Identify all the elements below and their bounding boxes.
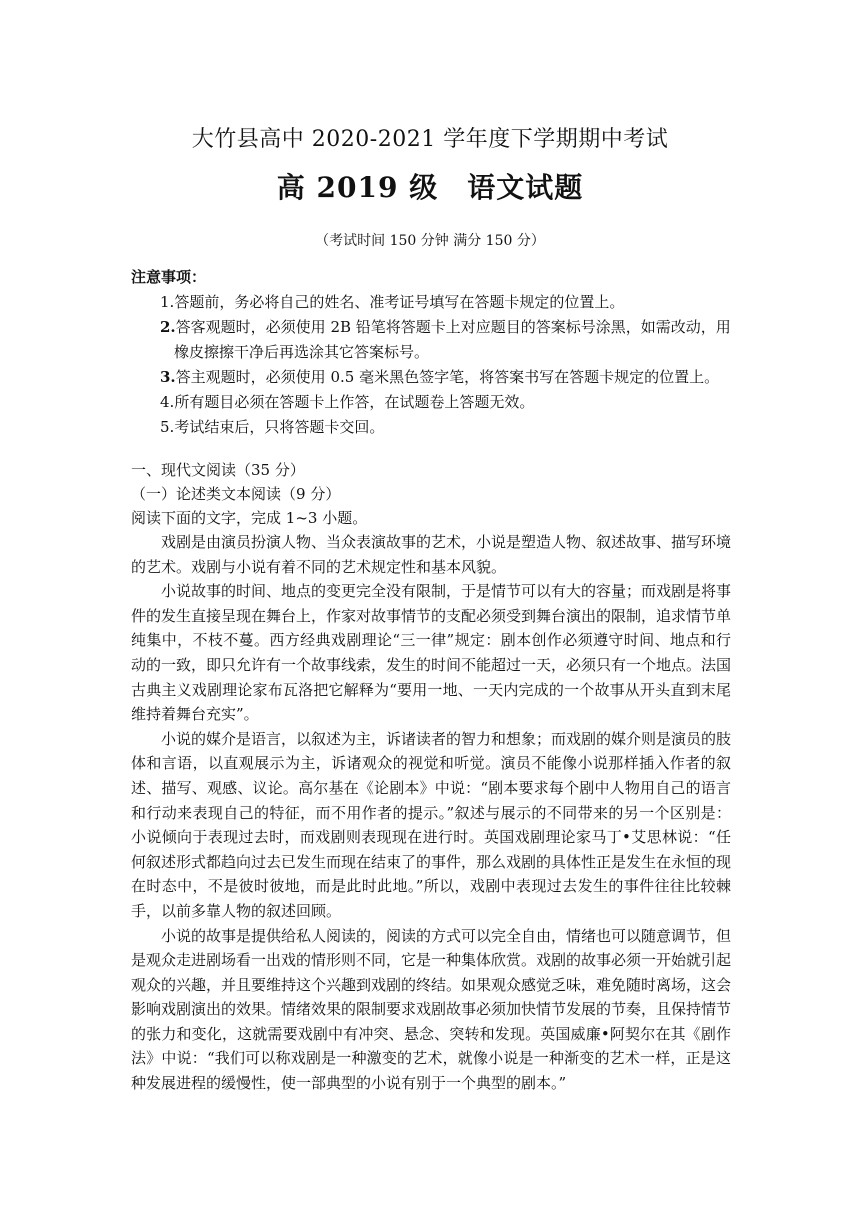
notice-text: 所有题目必须在答题卡上作答，在试题卷上答题无效。	[174, 393, 535, 411]
notice-item	[160, 290, 740, 315]
notice-text: 答题前，务必将自己的姓名、准考证号填写在答题卡规定的位置上。	[174, 293, 625, 311]
notice-number: 4.	[160, 393, 175, 411]
notice-item-continuation	[160, 340, 740, 365]
notice-item	[160, 365, 740, 390]
notice-text: 橡皮擦擦干净后再选涂其它答案标号。	[174, 343, 430, 361]
notice-number: 5.	[160, 418, 175, 436]
exam-title: 大竹县高中 2020-2021 学年度下学期期中考试	[191, 127, 669, 152]
notice-text: 答客观题时，必须使用 2B 铅笔将答题卡上对应题目的答案标号涂黑，如需改动，用	[175, 318, 731, 336]
notice-list	[160, 290, 740, 440]
reading-passage	[131, 530, 731, 1096]
notice-text: 考试结束后，只将答题卡交回。	[174, 418, 385, 436]
section-heading: 一、现代文阅读（35 分）	[131, 461, 305, 479]
exam-time-info: （考试时间 150 分钟 满分 150 分）	[315, 233, 545, 249]
notice-item	[160, 315, 740, 340]
reading-instruction: 阅读下面的文字，完成 1~3 小题。	[131, 509, 368, 527]
passage-paragraph: 小说故事的时间、地点的变更完全没有限制，于是情节可以有大的容量；而戏剧是将事件的发生直接呈现在舞台上，作家对故事情节的支配必须受到舞台演出的限制，追求情节单纯集中，不枝不蔓。西方经典戏剧理论“三一律”规定：剧本创作必须遵守时间、地点和行动的一致，即只允许有一个故事线索，发生的时间不能超过一天，必须只有一个地点。法国古典主义戏剧理论家布瓦洛把它解释为“要用一地、一天内完成的一个故事从开头直到末尾维持着舞台充实”。	[131, 582, 732, 724]
notice-text: 答主观题时，必须使用 0.5 毫米黑色签字笔，将答案书写在答题卡规定的位置上。	[175, 368, 720, 386]
notice-number: 3.	[160, 368, 176, 386]
notice-item	[160, 390, 740, 415]
grade-title: 高 2019 级 语文试题	[276, 171, 584, 204]
passage-paragraph: 小说的故事是提供给私人阅读的，阅读的方式可以完全自由，情绪也可以随意调节，但是观众走进剧场看一出戏的情形则不同，它是一种集体欣赏。戏剧的故事必须一开始就引起观众的兴趣，并且要维持这个兴趣到戏剧的终结。如果观众感觉乏味，难免随时离场，这会影响戏剧演出的效果。情绪效果的限制要求戏剧故事必须加快情节发展的节奏，且保持情节的张力和变化，这就需要戏剧中有冲突、悬念、突转和发现。英国威廉•阿契尔在其《剧作法》中说：“我们可以称戏剧是一种激变的艺术，就像小说是一种渐变的艺术一样，正是这种发展进程的缓慢性，使一部典型的小说有别于一个典型的剧本。”	[131, 926, 732, 1093]
notice-number: 2.	[160, 318, 176, 336]
subsection-heading: （一）论述类文本阅读（9 分）	[131, 485, 341, 503]
notice-heading: 注意事项：	[131, 268, 207, 286]
notice-number: 1.	[160, 293, 175, 311]
notice-item	[160, 415, 740, 440]
passage-paragraph: 戏剧是由演员扮演人物、当众表演故事的艺术，小说是塑造人物、叙述故事、描写环境的艺术。戏剧与小说有着不同的艺术规定性和基本风貌。	[131, 533, 732, 576]
passage-paragraph: 小说的媒介是语言，以叙述为主，诉诸读者的智力和想象；而戏剧的媒介则是演员的肢体和言语，以直观展示为主，诉诸观众的视觉和听觉。演员不能像小说那样插入作者的叙述、描写、观感、议论。高尔基在《论剧本》中说：“剧本要求每个剧中人物用自己的语言和行动来表现自己的特征，而不用作者的提示。”叙述与展示的不同带来的另一个区别是：小说倾向于表现过去时，而戏剧则表现现在进行时。英国戏剧理论家马丁•艾思林说：“任何叙述形式都趋向过去已发生而现在结束了的事件，那么戏剧的具体性正是发生在永恒的现在时态中，不是彼时彼地，而是此时此地。”所以，戏剧中表现过去发生的事件往往比较棘手，以前多靠人物的叙述回顾。	[131, 729, 732, 920]
